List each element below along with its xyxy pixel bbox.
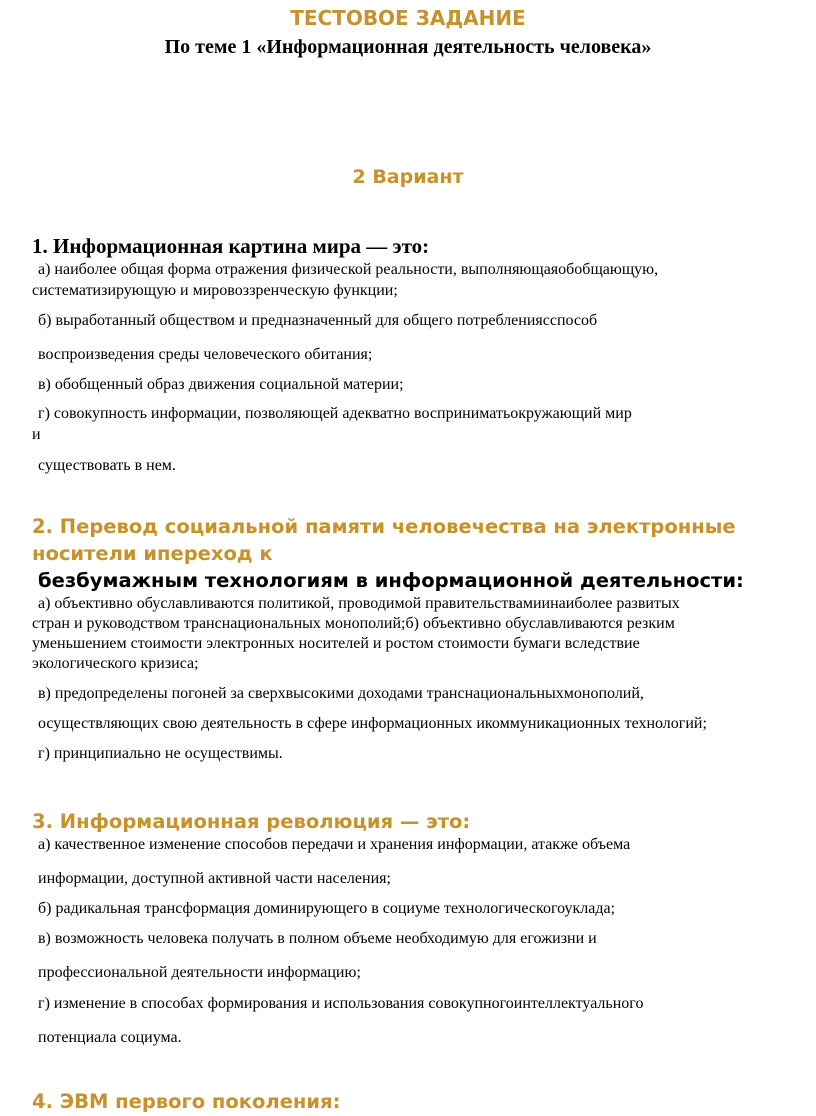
question-4-title — [32, 1090, 340, 1113]
q3-option-c-line2: профессиональной деятельности информацию; — [38, 964, 361, 981]
question-2-title-line3: безбумажным технологиям в информационной деятельности: — [38, 569, 744, 592]
question-3-text: Информационная революция — это: — [59, 810, 471, 833]
variant-heading: 2 Вариант — [352, 166, 464, 188]
page-subtitle: По теме 1 «Информационная деятельность человека» — [164, 36, 652, 58]
q2-option-a-line1: а) объективно обуславливаются политикой, проводимой правительствамиинаиболее развитых — [38, 595, 680, 612]
q2-option-d: г) принципиально не осуществимы. — [38, 745, 283, 762]
q2-option-a-line2: стран и руководством транснациональных монополий;б) объективно обуславливаются резким — [32, 615, 675, 632]
q2-option-c-line2: осуществляющих свою деятельность в сфере информационных икоммуникационных технологий; — [38, 715, 707, 732]
q3-option-d-line1: г) изменение в способах формирования и использования совокупногоинтеллектуального — [38, 995, 644, 1012]
q3-option-a-line1: а) качественное изменение способов передачи и хранения информации, атакже объема — [38, 836, 631, 853]
q2-option-b-line3: экологического кризиса; — [32, 655, 199, 672]
q1-option-c: в) обобщенный образ движения социальной материи; — [38, 376, 404, 393]
q3-option-c-line1: в) возможность человека получать в полном объеме необходимую для егожизни и — [38, 930, 597, 947]
question-1-title — [32, 234, 429, 259]
q3-option-b: б) радикальная трансформация доминирующего в социуме технологическогоуклада; — [38, 900, 616, 917]
question-4-text: ЭВМ первого поколения: — [59, 1090, 341, 1113]
q2-option-c-line1: в) предопределены погоней за сверхвысокими доходами транснациональныхмонополий, — [38, 685, 644, 702]
question-2-title-line2: носители ипереход к — [32, 542, 273, 565]
q1-option-a-line1: а) наиболее общая форма отражения физической реальности, выполняющаяобобщающую, — [38, 261, 659, 278]
q2-option-b-line2: уменьшением стоимости электронных носителей и ростом стоимости бумаги вследствие — [32, 635, 640, 652]
page-title: ТЕСТОВОЕ ЗАДАНИЕ — [290, 6, 526, 30]
question-2-title-line1 — [32, 515, 736, 538]
question-3-title — [32, 810, 470, 833]
q1-option-b-line2: воспроизведения среды человеческого обитания; — [38, 346, 373, 363]
q1-option-d-line1: г) совокупность информации, позволяющей адекватно восприниматьокружающий мир — [38, 405, 632, 422]
q1-option-d-line3: существовать в нем. — [38, 457, 176, 474]
question-1-number: 1. — [32, 234, 48, 258]
question-2-text-1: Перевод социальной памяти человечества на электронные — [59, 515, 736, 538]
question-3-number: 3. — [32, 810, 53, 833]
question-2-number: 2. — [32, 515, 53, 538]
question-4-number: 4. — [32, 1090, 53, 1113]
q1-option-a-line2: систематизирующую и мировоззренческую функции; — [32, 282, 398, 299]
q3-option-d-line2: потенциала социума. — [38, 1029, 182, 1046]
q1-option-d-line2: и — [32, 426, 41, 443]
q1-option-b-line1: б) выработанный обществом и предназначенный для общего потреблениясспособ — [38, 312, 598, 329]
q3-option-a-line2: информации, доступной активной части населения; — [38, 870, 391, 887]
question-1-text: Информационная картина мира — это: — [53, 234, 430, 258]
